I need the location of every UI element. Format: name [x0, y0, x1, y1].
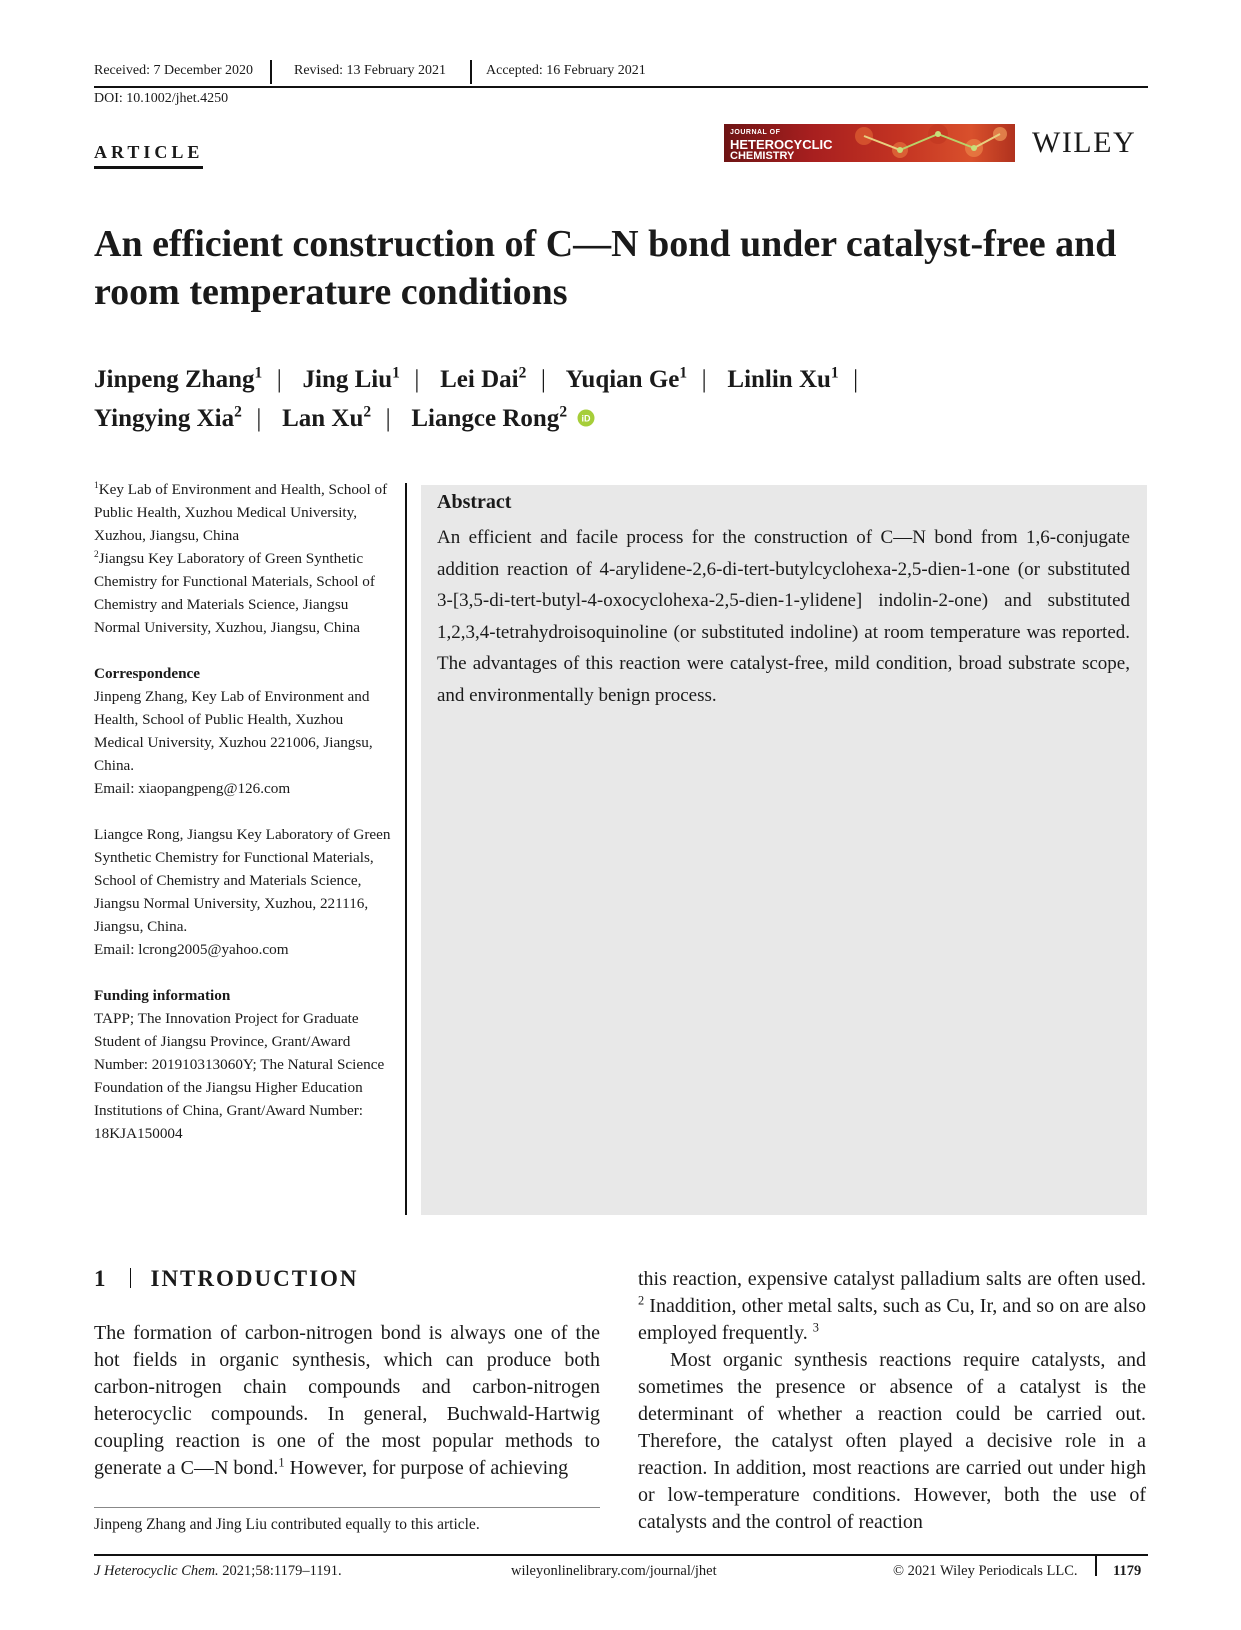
author[interactable]: Jinpeng Zhang$^1$	[94, 364, 263, 393]
footer-divider	[1095, 1556, 1097, 1576]
author-separator: |	[701, 366, 707, 393]
page-number: 1179	[1113, 1563, 1142, 1579]
footer-url[interactable]: wileyonlinelibrary.com/journal/jhet	[511, 1563, 717, 1579]
correspondence-entry: Liangce Rong, Jiangsu Key Laboratory of Green Synthetic Chemistry for Functional Materials, School of Chemistry and Materials Science, Jiangsu Normal University, Xuzhou, 221116, Jiangsu, China.	[94, 826, 391, 935]
author[interactable]: Linlin Xu$^1$	[727, 364, 839, 393]
orcid-icon[interactable]	[577, 409, 595, 427]
doi[interactable]: DOI: 10.1002/jhet.4250	[94, 91, 229, 106]
author[interactable]: Lei Dai$^2$	[440, 364, 527, 393]
intro-paragraph: The formation of carbon-nitrogen bond is always one of the hot fields in organic synthesis, which can produce both carbon-nitrogen chain compounds and carbon-nitrogen heterocyclic compounds. In general, Buchwald-Hartwig coupling reaction is one of the most popular methods to generate a C—N bond.$^1$ However, for purpose of achieving	[94, 1322, 600, 1479]
author[interactable]: Yingying Xia$^2$	[94, 403, 242, 432]
footnote-divider	[94, 1507, 600, 1508]
author-separator: |	[256, 405, 262, 432]
column-divider	[405, 483, 407, 1215]
reference-link[interactable]: 3	[812, 1320, 819, 1335]
journal-logo-text: JOURNAL OF HETEROCYCLIC CHEMISTRY	[730, 129, 833, 162]
funding-heading: Funding information	[94, 987, 231, 1004]
correspondence-email[interactable]: Email: xiaopangpeng@126.com	[94, 780, 291, 797]
author-separator: |	[276, 366, 282, 393]
correspondence-entry: Jinpeng Zhang, Key Lab of Environment and Health, School of Public Health, Xuzhou Medical University, Xuzhou 221006, Jiangsu, China.	[94, 688, 373, 774]
footer-divider	[94, 1554, 1148, 1556]
intro-paragraph: Most organic synthesis reactions require catalysts, and sometimes the presence or absence of a catalyst is the determinant of whether a reaction could be carried out. Therefore, the catalyst often played a decisive role in a reaction. In addition, most reactions are carried out under high or low-temperature conditions. However, both the use of catalysts and the control of reaction	[638, 1349, 1146, 1533]
author-separator: |	[414, 366, 420, 393]
author-list	[94, 360, 1154, 438]
affiliation: $^2$Jiangsu Key Laboratory of Green Synthetic Chemistry for Functional Materials, School of Chemistry and Materials Science, Jiangsu Normal University, Xuzhou, Jiangsu, China	[94, 549, 375, 636]
abstract-heading: Abstract	[437, 491, 512, 513]
revised-date: Revised: 13 February 2021	[294, 63, 447, 78]
journal-logo[interactable]	[724, 124, 1015, 162]
right-column	[638, 1266, 1146, 1536]
footer-copyright: © 2021 Wiley Periodicals LLC.	[893, 1563, 1078, 1579]
section-heading: 1 INTRODUCTION	[94, 1266, 359, 1291]
funding-text: TAPP; The Innovation Project for Graduate Student of Jiangsu Province, Grant/Award Number: 201910313060Y; The Natural Science Foundation of the Jiangsu Higher Education Institutions of China, Grant/Award Number: 18KJA150004	[94, 1010, 385, 1142]
correspondence-email[interactable]: Email: lcrong2005@yahoo.com	[94, 941, 289, 958]
affiliation: $^1$Key Lab of Environment and Health, School of Public Health, Xuzhou Medical University, Xuzhou, Jiangsu, China	[94, 480, 388, 544]
author[interactable]: Lan Xu$^2$	[282, 403, 372, 432]
article-type-label: ARTICLE	[94, 142, 203, 169]
sidebar-info	[94, 478, 394, 1145]
author-separator: |	[385, 405, 391, 432]
divider	[470, 60, 472, 84]
reference-link[interactable]: 2	[638, 1293, 645, 1308]
publisher-logo[interactable]: WILEY	[1032, 126, 1137, 159]
svg-text:iD: iD	[581, 413, 591, 424]
footnote: Jinpeng Zhang and Jing Liu contributed equally to this article.	[94, 1516, 480, 1533]
abstract-text: An efficient and facile process for the construction of C—N bond from 1,6-conjugate addition reaction of 4-arylidene-2,6-di-tert-butylcyclohexa-2,5-dien-1-one (or substituted 3-[3,5-di-tert-butyl-4-oxocyclohexa-2,5-dien-1-ylidene] indolin-2-one) and substituted 1,2,3,4-tetrahydroisoquinoline (or substituted indoline) at room temperature was reported. The advantages of this reaction were catalyst-free, mild condition, broad substrate scope, and environmentally benign process.	[437, 527, 1130, 706]
author[interactable]: Jing Liu$^1$	[302, 364, 400, 393]
author[interactable]: Liangce Rong$^2$	[411, 403, 568, 432]
accepted-date: Accepted: 16 February 2021	[486, 63, 646, 78]
author[interactable]: Yuqian Ge$^1$	[565, 364, 688, 393]
intro-paragraph-continued: this reaction, expensive catalyst palladium salts are often used. $^2$ Inaddition, other metal salts, such as Cu, Ir, and so on are also employed frequently. $^3$	[638, 1268, 1146, 1344]
author-line-1	[94, 360, 1154, 399]
article-title: An efficient construction of C—N bond under catalyst-free and room temperature conditions	[94, 223, 1117, 313]
correspondence-heading: Correspondence	[94, 665, 201, 682]
footer-citation: J Heterocyclic Chem. 2021;58:1179–1191.	[94, 1563, 342, 1579]
author-line-2	[94, 399, 1154, 438]
heading-divider	[130, 1268, 131, 1288]
divider	[270, 60, 272, 84]
reference-link[interactable]: 1	[278, 1455, 285, 1470]
author-separator: |	[853, 366, 859, 393]
received-date: Received: 7 December 2020	[94, 63, 253, 78]
author-separator: |	[540, 366, 546, 393]
history-dates	[94, 60, 1148, 88]
